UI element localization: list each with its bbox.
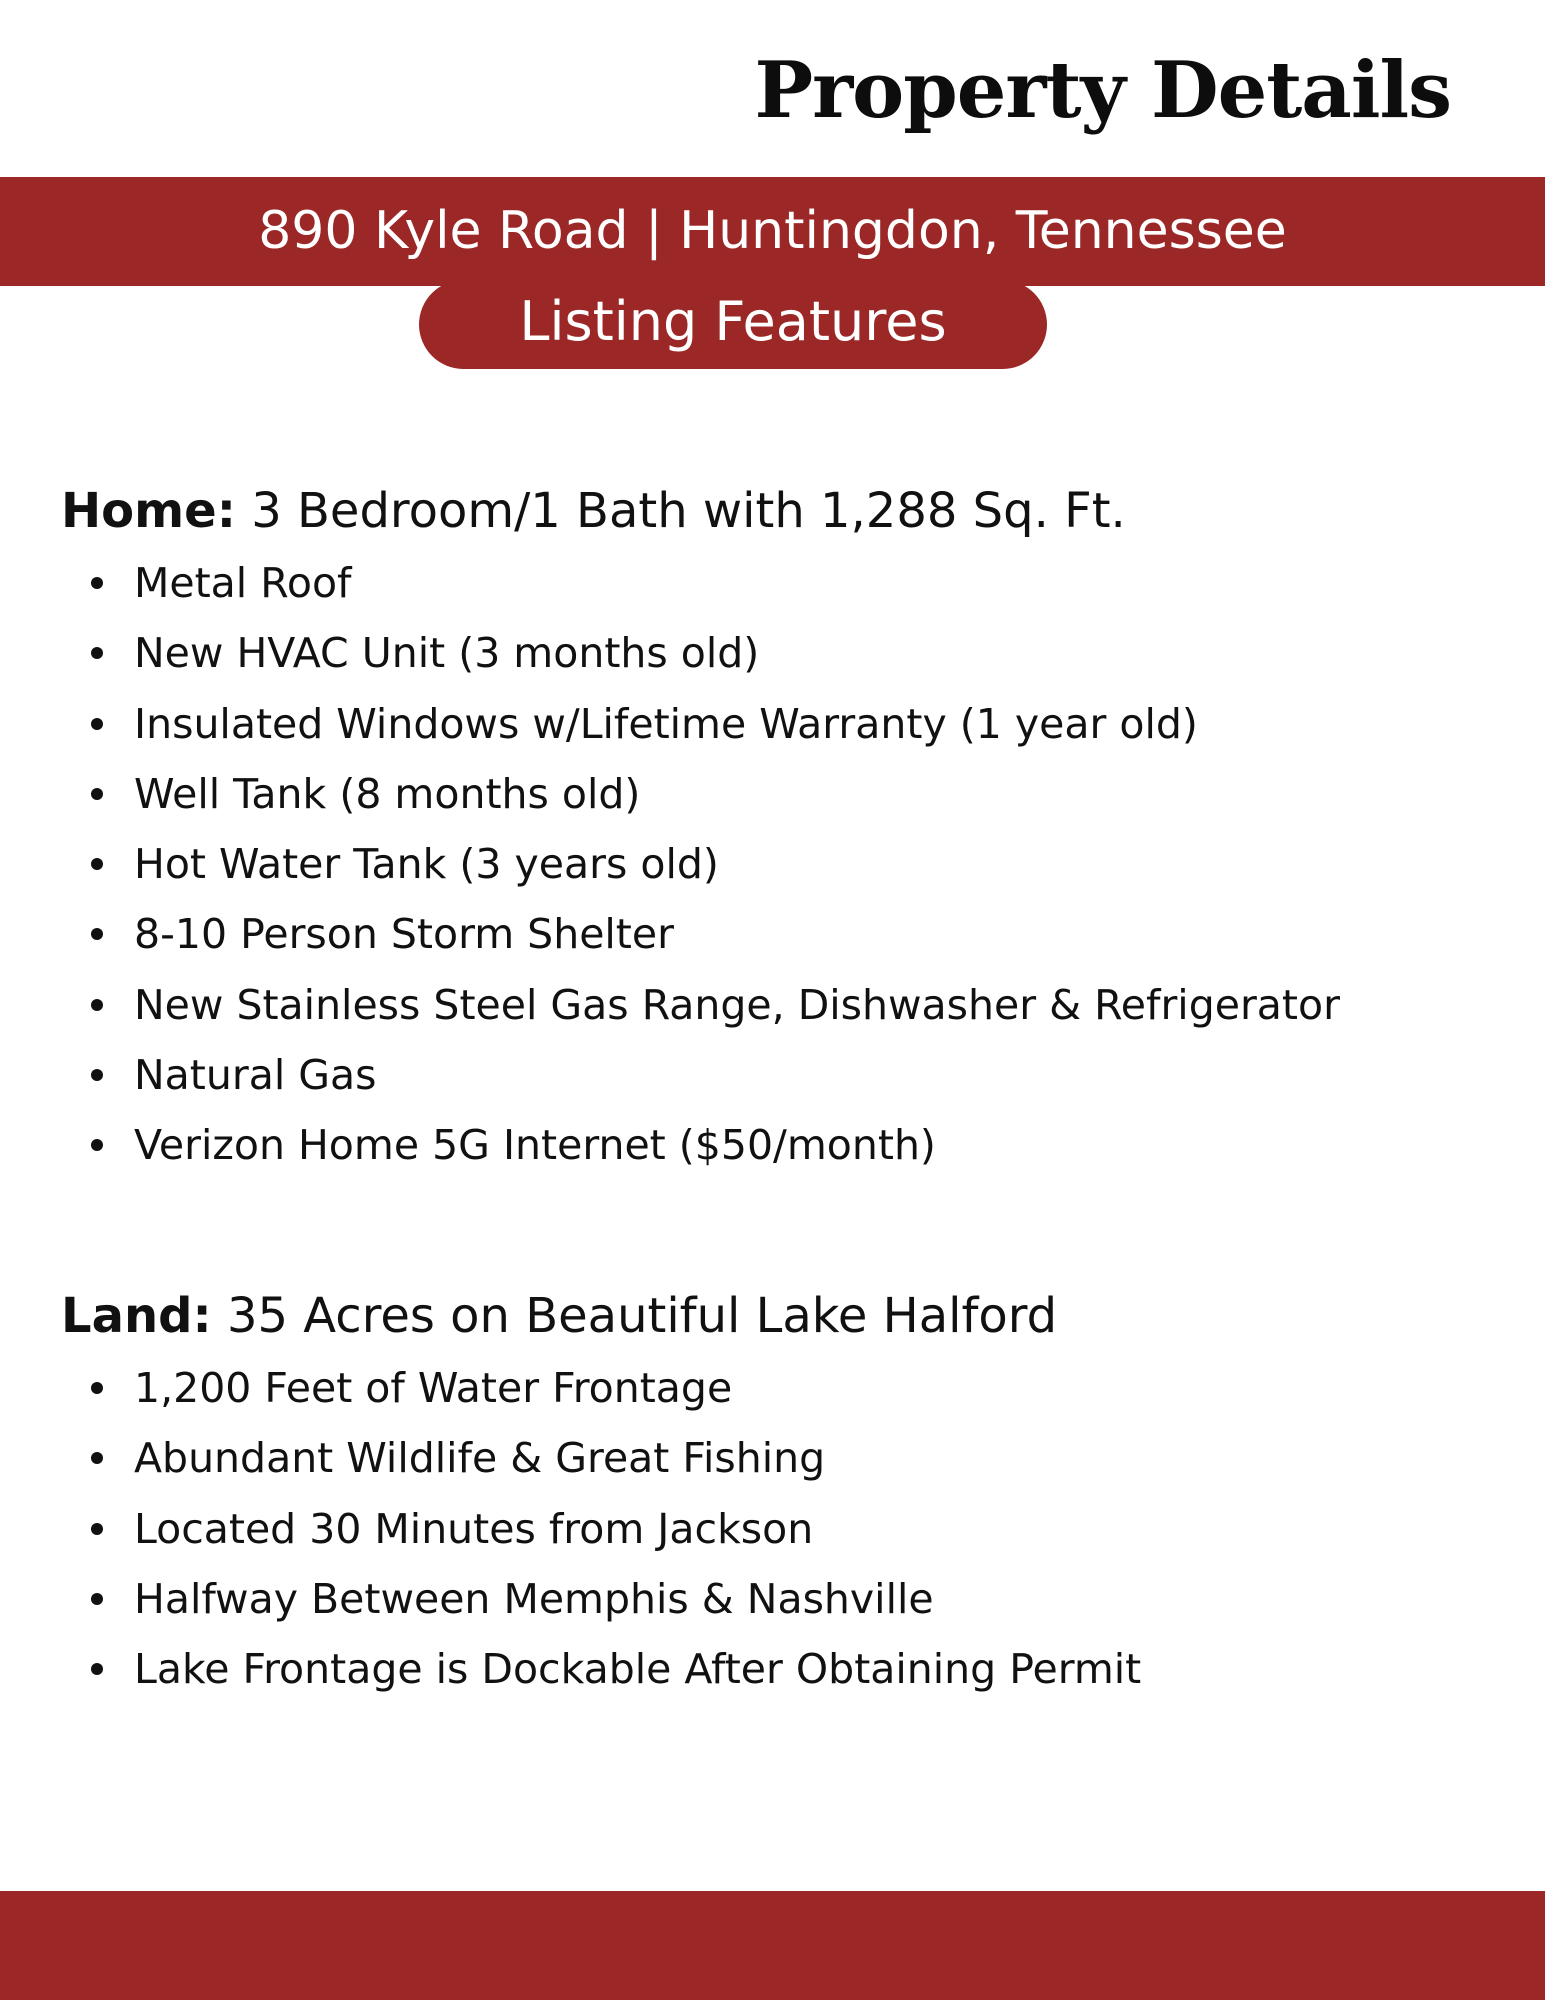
bullet-icon: [91, 1663, 103, 1675]
list-item-text: New HVAC Unit (3 months old): [134, 629, 760, 678]
list-item: [61, 1634, 1501, 1704]
list-item-text: Hot Water Tank (3 years old): [134, 840, 719, 889]
list-item-text: Natural Gas: [134, 1051, 377, 1100]
home-summary: 3 Bedroom/1 Bath with 1,288 Sq. Ft.: [251, 483, 1126, 539]
bullet-icon: [91, 858, 103, 870]
footer-bar: [0, 1891, 1545, 2000]
list-item: [61, 1040, 1501, 1110]
bullet-icon: [91, 1139, 103, 1151]
land-feature-list: [61, 1353, 1501, 1704]
bullet-icon: [91, 1523, 103, 1535]
bullet-icon: [91, 1069, 103, 1081]
list-item-text: Insulated Windows w/Lifetime Warranty (1 year old): [134, 699, 1198, 748]
list-item: [61, 1353, 1501, 1423]
list-item: [61, 759, 1501, 829]
home-heading: [61, 478, 1501, 544]
bullet-icon: [91, 1593, 103, 1605]
list-item: [61, 618, 1501, 688]
list-item: [61, 548, 1501, 618]
list-item-text: Well Tank (8 months old): [134, 769, 641, 818]
list-item-text: Abundant Wildlife & Great Fishing: [134, 1434, 826, 1483]
address-banner: [0, 177, 1545, 286]
land-label: Land:: [61, 1288, 212, 1344]
list-item: [61, 1423, 1501, 1493]
bullet-icon: [91, 788, 103, 800]
list-item-text: 1,200 Feet of Water Frontage: [134, 1364, 733, 1412]
list-item: [61, 1494, 1501, 1564]
home-feature-list: [61, 548, 1501, 1181]
bullet-icon: [91, 999, 103, 1011]
list-item-text: Halfway Between Memphis & Nashville: [134, 1574, 934, 1623]
list-item-text: Located 30 Minutes from Jackson: [134, 1504, 814, 1553]
list-item-text: Lake Frontage is Dockable After Obtaining Permit: [134, 1645, 1142, 1694]
property-address: 890 Kyle Road | Huntingdon, Tennessee: [258, 201, 1287, 261]
list-item: [61, 899, 1501, 969]
list-item-text: Verizon Home 5G Internet ($50/month): [134, 1121, 936, 1170]
page-title: Property Details: [754, 45, 1451, 136]
list-item-text: New Stainless Steel Gas Range, Dishwasher & Refrigerator: [134, 980, 1340, 1029]
list-item: [61, 1110, 1501, 1180]
list-item: [61, 1564, 1501, 1634]
bullet-icon: [91, 1382, 103, 1394]
list-item: [61, 829, 1501, 899]
list-item: [61, 689, 1501, 759]
bullet-icon: [91, 577, 103, 589]
bullet-icon: [91, 647, 103, 659]
bullet-icon: [91, 1452, 103, 1464]
bullet-icon: [91, 718, 103, 730]
home-section: [61, 478, 1501, 1181]
bullet-icon: [91, 928, 103, 940]
land-heading: [61, 1283, 1501, 1349]
list-item-text: 8-10 Person Storm Shelter: [134, 910, 674, 959]
listing-features-label: Listing Features: [519, 290, 947, 353]
home-label: Home:: [61, 483, 236, 539]
listing-features-badge: [419, 280, 1047, 369]
list-item-text: Metal Roof: [134, 559, 352, 607]
land-section: [61, 1283, 1501, 1704]
land-summary: 35 Acres on Beautiful Lake Halford: [226, 1288, 1058, 1344]
list-item: [61, 970, 1501, 1040]
